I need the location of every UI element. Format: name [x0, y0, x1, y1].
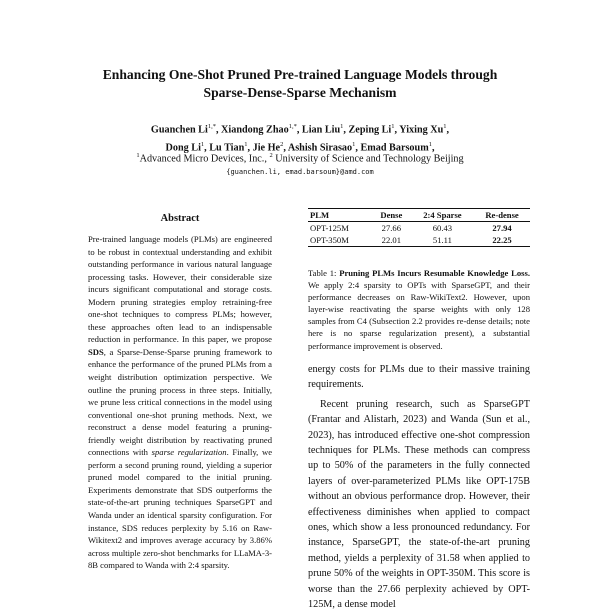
- table-header: Dense: [380, 210, 403, 220]
- body-paragraph: Recent pruning research, such as SparseGPT (Frantar and Alistarh, 2023) and Wanda (Sun et al., 2023), has introduced effective one-shot compression techniques for PLMs. These methods can compress up to 50% of the parameters in the fully connected layers of over-parameterized PLMs like OPT-175B without an obvious performance drop. However, their effectiveness diminishes when applied to compact ones, which show a less pronounced redundancy. For instance, SparseGPT, the state-of-the-art pruning method, yields a perplexity of 31.58 when applied to prune 50% of the weights in OPT-350M. This score is worse than the 27.66 perplexity achieved by OPT-125M, a dense model: [308, 398, 530, 611]
- table-row: [308, 234, 530, 247]
- body-paragraph: energy costs for PLMs due to their massive training requirements.: [308, 364, 530, 391]
- author-name: Lu Tian: [209, 142, 245, 154]
- author-line-2: Dong Li$^1$, Lu Tian$^1$, Jie He$^2$, Ashish Sirasao$^1$, Emad Barsoum$^1$,: [165, 140, 435, 154]
- table-caption: [308, 267, 530, 352]
- table-cell: 27.66: [381, 223, 402, 233]
- author-mark: 1: [391, 123, 395, 130]
- table-row: [308, 222, 530, 235]
- table-cell: 60.43: [432, 223, 453, 233]
- table-header: 2:4 Sparse: [423, 210, 462, 220]
- author-name: Guanchen Li: [150, 124, 208, 136]
- author-name: Dong Li: [165, 142, 201, 154]
- table-cell: OPT-125M: [310, 223, 349, 233]
- table-cell: 22.01: [381, 235, 402, 245]
- author-name: Emad Barsoum: [360, 142, 429, 154]
- table-header: Re-dense: [485, 210, 519, 220]
- paper-title-line-2: Sparse-Dense-Sparse Mechanism: [203, 84, 397, 100]
- table-cell: 22.25: [492, 235, 512, 245]
- table-cell: OPT-350M: [310, 235, 349, 245]
- author-line-1: Guanchen $Li^{1,*}$, Xiandong Zhao$^{1,*}$, Lian Liu$^1$, Zeping Li$^1$, Yixing Xu$^1$,: [150, 123, 450, 136]
- contact-email: {guanchen.li, emad.barsoum}@amd.com: [226, 168, 374, 176]
- author-name: Xiandong Zhao: [221, 124, 289, 136]
- affiliation-mark: 2: [269, 152, 273, 159]
- body-text: [308, 362, 530, 611]
- table-cell: 27.94: [492, 223, 512, 233]
- author-mark: 2: [280, 140, 284, 148]
- author-mark: 1: [244, 140, 248, 148]
- abstract-heading: Abstract: [160, 213, 200, 224]
- abstract-part-2: , a Sparse-Dense-Sparse pruning framework to enhance the performance of the pruned PLMs from a weight distribution optimization perspective. We outline the pruning process in three steps. Initially, we prune less critical connections in the model using conventional one-shot pruning methods. Next, we reconstruct a dense model featuring a pruning-friendly weight distribution by reactivating pruned connections with: [88, 346, 272, 458]
- author-mark: 1: [443, 123, 447, 130]
- abstract-sparse-regularization: sparse regularization: [151, 447, 227, 458]
- author-mark: 1: [428, 140, 432, 148]
- table-header-row: [308, 209, 530, 222]
- author-mark: 1: [352, 140, 356, 148]
- author-name: Lian Liu: [301, 124, 341, 136]
- paper-title: [40, 66, 560, 101]
- author-name: Yixing Xu: [399, 124, 444, 136]
- author-name: Ashish Sirasao: [287, 142, 353, 154]
- author-name: Zeping Li: [348, 124, 392, 136]
- abstract-part-1: Pre-trained language models (PLMs) are engineered to be robust in contextual understanding and exhibit outstanding performance in various natural language processing tasks. However, their considerable size incurs significant computational and storage costs. Modern pruning strategies employ retraining-free one-shot techniques to compress PLMs; however, these approaches often lead to an indispensable reduction in performance. In this paper, we propose: [88, 234, 272, 345]
- paper-title-line-1: Enhancing One-Shot Pruned Pre-trained Language Models through: [102, 67, 498, 82]
- table-header: PLM: [310, 210, 330, 220]
- abstract-text: [88, 233, 272, 572]
- author-mark: 1,*: [207, 123, 216, 130]
- table-cell: 51.11: [432, 235, 452, 245]
- author-mark: 1,*: [288, 123, 297, 130]
- affiliation-name: Advanced Micro Devices, Inc.: [139, 153, 265, 165]
- results-table: [308, 208, 530, 247]
- caption-label: Table 1:: [308, 268, 340, 278]
- author-mark: 1: [340, 123, 344, 130]
- author-name: Jie He: [252, 142, 281, 154]
- affiliations: $^1$Advanced Micro Devices, Inc., $^2$ University of Science and Technology Beijing: [136, 152, 464, 165]
- caption-text: We apply 2:4 sparsity to OPTs with SparseGPT, and their performance decreases on Raw-WikiText2. However, upon layer-wise reactivating the sparse weights with only 128 samples from C4 (Subsection 2.2 provides re-dense details; note here is no sparse regularization present), a substantial performance improvement is observed.: [308, 280, 530, 351]
- abstract-part-3: . Finally, we perform a second pruning round, yielding a superior pruned model compared to the initial pruning. Experiments demonstrate that SDS outperforms the state-of-the-art pruning techniques SparseGPT and Wanda under an identical sparsity configuration. For instance, SDS reduces perplexity by 5.16 on Raw-Wikitext2 and improves average accuracy by 3.86% across multiple zero-shot benchmarks for LLaMA-3-8B compared to Wanda with 2:4 sparsity.: [88, 447, 273, 571]
- abstract-sds: SDS: [88, 346, 104, 357]
- author-mark: 1: [200, 140, 205, 148]
- affiliation-mark: 1: [136, 152, 140, 159]
- affiliation-name: University of Science and Technology Beijing: [275, 153, 464, 165]
- caption-bold: Pruning PLMs Incurs Resumable Knowledge Loss.: [339, 268, 530, 278]
